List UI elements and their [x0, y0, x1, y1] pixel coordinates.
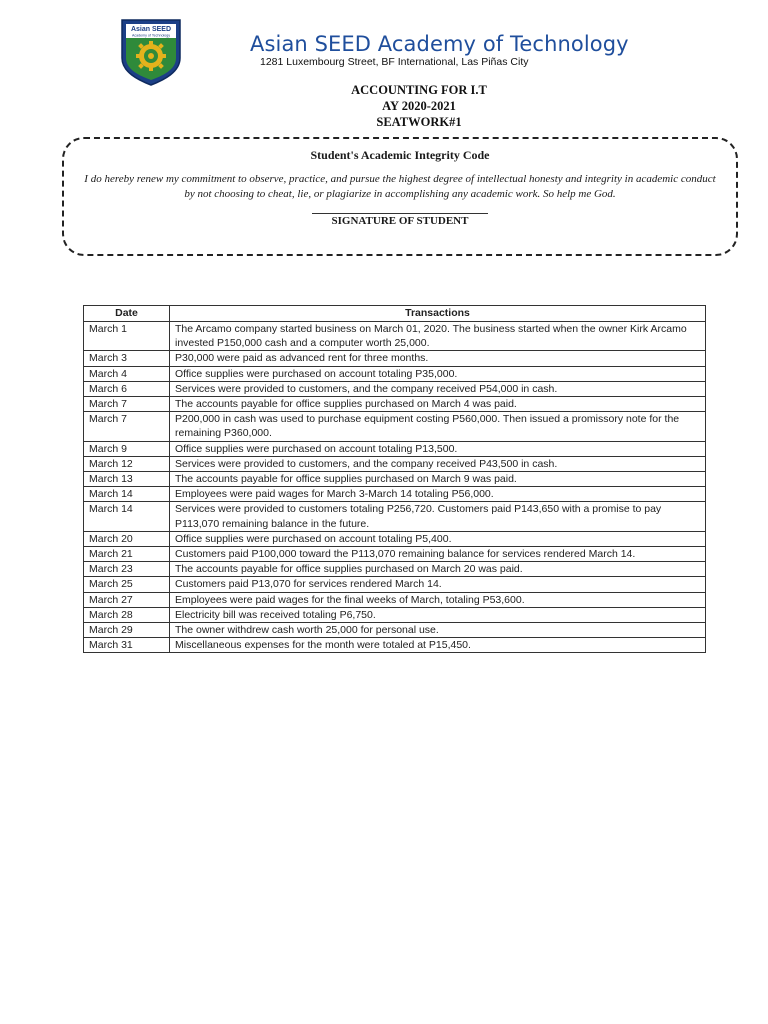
table-row	[84, 487, 706, 502]
date-cell: March 4	[84, 366, 170, 381]
date-cell: March 14	[84, 502, 170, 531]
table-row	[84, 607, 706, 622]
transaction-cell: The owner withdrew cash worth 25,000 for personal use.	[170, 623, 706, 638]
date-cell: March 13	[84, 472, 170, 487]
table-row	[84, 592, 706, 607]
transaction-cell: Employees were paid wages for the final weeks of March, totaling P53,600.	[170, 592, 706, 607]
table-row	[84, 562, 706, 577]
date-cell: March 7	[84, 412, 170, 441]
date-cell: March 27	[84, 592, 170, 607]
date-cell: March 7	[84, 397, 170, 412]
transaction-cell: Services were provided to customers totaling P256,720. Customers paid P143,650 with a promise to pay P113,070 remaining balance in the future.	[170, 502, 706, 531]
school-address: 1281 Luxembourg Street, BF International, Las Piñas City	[260, 56, 529, 68]
logo-text-line1: Asian SEED	[130, 26, 172, 33]
date-cell: March 28	[84, 607, 170, 622]
table-row	[84, 531, 706, 546]
table-row	[84, 441, 706, 456]
integrity-title: Student's Academic Integrity Code	[310, 148, 490, 162]
table-row	[84, 351, 706, 366]
transactions-table	[83, 305, 706, 653]
logo-text-line2: Academy of Technology	[131, 33, 171, 38]
signature-line	[312, 213, 488, 214]
transaction-cell: The accounts payable for office supplies purchased on March 20 was paid.	[170, 562, 706, 577]
date-cell: March 6	[84, 381, 170, 396]
date-column-header: Date	[84, 306, 170, 322]
table-row	[84, 577, 706, 592]
transaction-cell: The Arcamo company started business on March 01, 2020. The business started when the owner Kirk Arcamo invested P150,000 cash and a computer worth 25,000.	[170, 322, 706, 351]
table-row	[84, 456, 706, 471]
table-row	[84, 547, 706, 562]
table-header-row	[84, 306, 706, 322]
transaction-cell: Office supplies were purchased on account totaling P35,000.	[170, 366, 706, 381]
table-row	[84, 638, 706, 653]
date-cell: March 29	[84, 623, 170, 638]
transaction-cell: The accounts payable for office supplies purchased on March 9 was paid.	[170, 472, 706, 487]
date-cell: March 3	[84, 351, 170, 366]
date-cell: March 14	[84, 487, 170, 502]
transaction-cell: The accounts payable for office supplies purchased on March 4 was paid.	[170, 397, 706, 412]
date-cell: March 31	[84, 638, 170, 653]
transaction-cell: Services were provided to customers, and the company received P43,500 in cash.	[170, 456, 706, 471]
table-row	[84, 502, 706, 531]
school-name: Asian SEED Academy of Technology	[250, 32, 629, 56]
date-cell: March 12	[84, 456, 170, 471]
transaction-cell: Office supplies were purchased on account totaling P13,500.	[170, 441, 706, 456]
date-cell: March 21	[84, 547, 170, 562]
date-cell: March 9	[84, 441, 170, 456]
transaction-cell: Customers paid P100,000 toward the P113,070 remaining balance for services rendered March 14.	[170, 547, 706, 562]
school-logo	[118, 18, 184, 86]
table-row	[84, 472, 706, 487]
transaction-cell: Office supplies were purchased on account totaling P5,400.	[170, 531, 706, 546]
date-cell: March 1	[84, 322, 170, 351]
date-cell: March 25	[84, 577, 170, 592]
transaction-cell: Employees were paid wages for March 3-March 14 totaling P56,000.	[170, 487, 706, 502]
letterhead	[118, 18, 758, 90]
transaction-cell: Electricity bill was received totaling P6,750.	[170, 607, 706, 622]
transaction-cell: Services were provided to customers, and the company received P54,000 in cash.	[170, 381, 706, 396]
table-row	[84, 623, 706, 638]
table-row	[84, 381, 706, 396]
table-row	[84, 397, 706, 412]
course-title: ACCOUNTING FOR I.T	[351, 83, 487, 97]
transaction-cell: Miscellaneous expenses for the month were totaled at P15,450.	[170, 638, 706, 653]
seatwork-title: SEATWORK#1	[376, 115, 462, 129]
table-row	[84, 366, 706, 381]
date-cell: March 23	[84, 562, 170, 577]
table-row	[84, 412, 706, 441]
document-titles	[0, 82, 768, 130]
academic-year: AY 2020-2021	[382, 99, 456, 113]
transaction-cell: P200,000 in cash was used to purchase equipment costing P560,000. Then issued a promissory note for the remaining P360,000.	[170, 412, 706, 441]
transaction-cell: P30,000 were paid as advanced rent for three months.	[170, 351, 706, 366]
transactions-column-header: Transactions	[170, 306, 706, 322]
transaction-cell: Customers paid P13,070 for services rendered March 14.	[170, 577, 706, 592]
signature-label: SIGNATURE OF STUDENT	[331, 215, 469, 227]
integrity-pledge-text: I do hereby renew my commitment to observe, practice, and pursue the highest degree of intellectual honesty and integrity in academic conduct by not choosing to cheat, lie, or plagiarize in accomplishing any academic work. So help me God.	[84, 173, 716, 200]
date-cell: March 20	[84, 531, 170, 546]
integrity-code-box	[62, 137, 738, 256]
table-row	[84, 322, 706, 351]
